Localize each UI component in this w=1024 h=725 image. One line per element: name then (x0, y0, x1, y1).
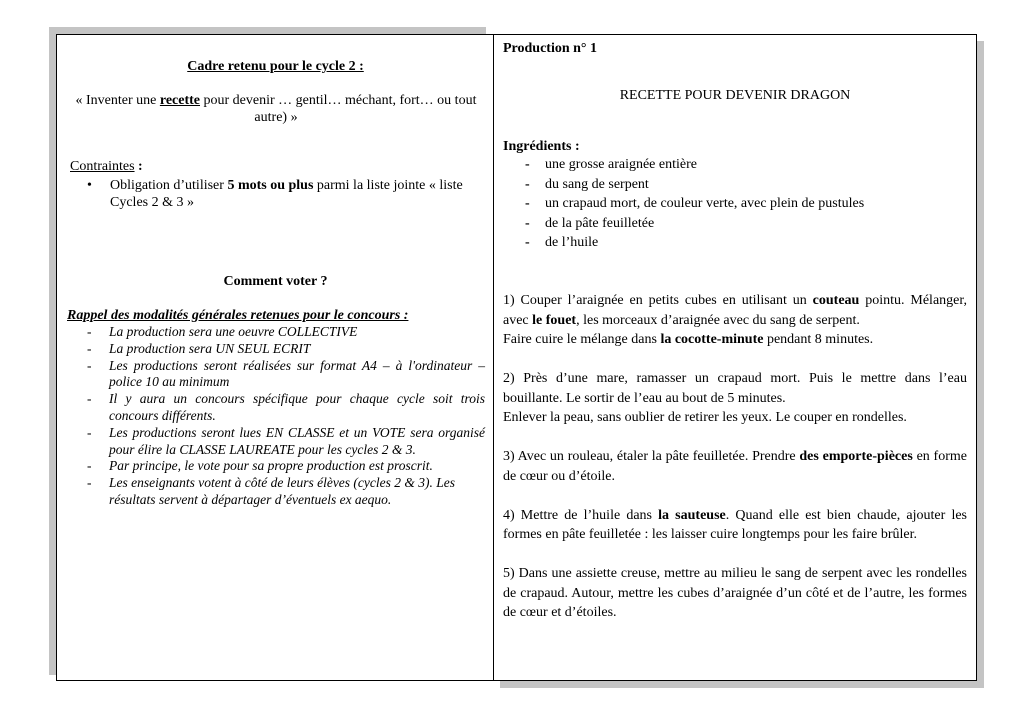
ingredient-item: - de la pâte feuilletée (503, 214, 963, 234)
contraintes-colon: : (134, 159, 143, 174)
ingredient-item: - une grosse araignée entière (503, 155, 963, 175)
vote-title: Comment voter ? (223, 274, 328, 289)
rule-item: - La production sera une oeuvre COLLECTIVE (57, 324, 485, 341)
recipe-steps (503, 291, 967, 623)
step-5: 5) Dans une assiette creuse, mettre au milieu le sang de serpent avec les rondelles de crapaud. Autour, mettre les cubes d’araignée d’un côté et de l’autre, les formes de cœur et d’étoiles. (503, 566, 967, 620)
step-2-text-b: Enlever la peau, sans oublier de retirer les yeux. Le couper en rondelles. (503, 410, 907, 425)
theme-pre: « Inventer une (75, 93, 160, 108)
rule-item: - Les productions seront lues EN CLASSE et un VOTE sera organisé pour élire la CLASSE LAUREATE pour les cycles 2 & 3. (57, 425, 485, 459)
step-1-tool-cooker: la cocotte-minute (660, 332, 764, 347)
rule-item: - Par principe, le vote pour sa propre production est proscrit. (57, 458, 485, 475)
step-4-tool-pan: la sauteuse (658, 507, 726, 523)
step-4-text-c: . Quand elle est bien chaude, ajouter les formes en pâte feuilletée : les laisser cuire longtemps pour les faire brûler. (503, 507, 968, 542)
step-1-tool-whisk: le fouet (532, 312, 577, 328)
step-2 (503, 369, 967, 428)
ingredient-item: - du sang de serpent (503, 175, 963, 195)
recipe-title: RECETTE POUR DEVENIR DRAGON (619, 88, 851, 103)
step-3-tool-cutters: des emporte-pièces (799, 449, 913, 464)
rappel-title: Rappel des modalités générales retenues pour le concours : (67, 308, 409, 323)
contraintes-heading (70, 159, 143, 175)
theme-keyword: recette (159, 93, 201, 108)
constraint-bullet (87, 177, 502, 211)
ingredients-label: Ingrédients : (503, 139, 580, 154)
ingredient-item: - de l’huile (503, 233, 963, 253)
step-3-text-c: en forme de cœur ou d’étoile. (503, 449, 967, 484)
step-4 (503, 506, 967, 545)
cadre-title: Cadre retenu pour le cycle 2 : (187, 59, 364, 74)
step-3-text-a: 3) Avec un rouleau, étaler la pâte feuilletée. Prendre (503, 449, 800, 464)
step-1-tool-knife: couteau (812, 293, 860, 308)
bullet-pre: Obligation d’utiliser (110, 178, 228, 193)
bullet-bold: 5 mots ou plus (227, 178, 314, 193)
rule-item: - Les enseignants votent à côté de leurs élèves (cycles 2 & 3). Les résultats servent à départager d’éventuels ex aequo. (57, 475, 485, 509)
production-label: Production n° 1 (503, 41, 598, 56)
step-1-text-e: , les morceaux d’araignée avec du sang de serpent. (576, 312, 860, 328)
ingredient-item: - un crapaud mort, de couleur verte, avec plein de pustules (503, 194, 963, 214)
bullet-post: parmi la liste jointe « liste Cycles 2 & 3 » (110, 178, 463, 210)
theme-text (75, 92, 477, 126)
rule-item: - Il y aura un concours spécifique pour chaque cycle soit trois concours différents. (57, 391, 485, 425)
step-3 (503, 447, 967, 486)
step-1-text-a: 1) Couper l’araignée en petits cubes en utilisant un (503, 293, 813, 308)
ingredients-list (503, 155, 963, 253)
rule-item: - La production sera UN SEUL ECRIT (57, 341, 485, 358)
rules-panel (56, 34, 494, 681)
step-2-text-a: 2) Près d’une mare, ramasser un crapaud mort. Puis le mettre dans l’eau bouillante. Le sortir de l’eau au bout de 5 minutes. (503, 371, 967, 406)
step-4-text-a: 4) Mettre de l’huile dans (503, 507, 659, 523)
contraintes-label: Contraintes (70, 159, 135, 174)
step-1-text-f: Faire cuire le mélange dans (503, 332, 661, 347)
bullet-dot-icon: • (87, 178, 92, 193)
step-1-text-h: pendant 8 minutes. (763, 332, 874, 347)
theme-post: pour devenir … gentil… méchant, fort… ou tout autre) » (200, 93, 477, 125)
recipe-panel (493, 34, 977, 681)
step-1-text-c: pointu. Mélanger, avec (503, 293, 967, 328)
rules-list (57, 324, 485, 509)
rule-item: - Les productions seront réalisées sur format A4 – à l'ordinateur – police 10 au minimum (57, 358, 485, 392)
step-1 (503, 291, 967, 350)
